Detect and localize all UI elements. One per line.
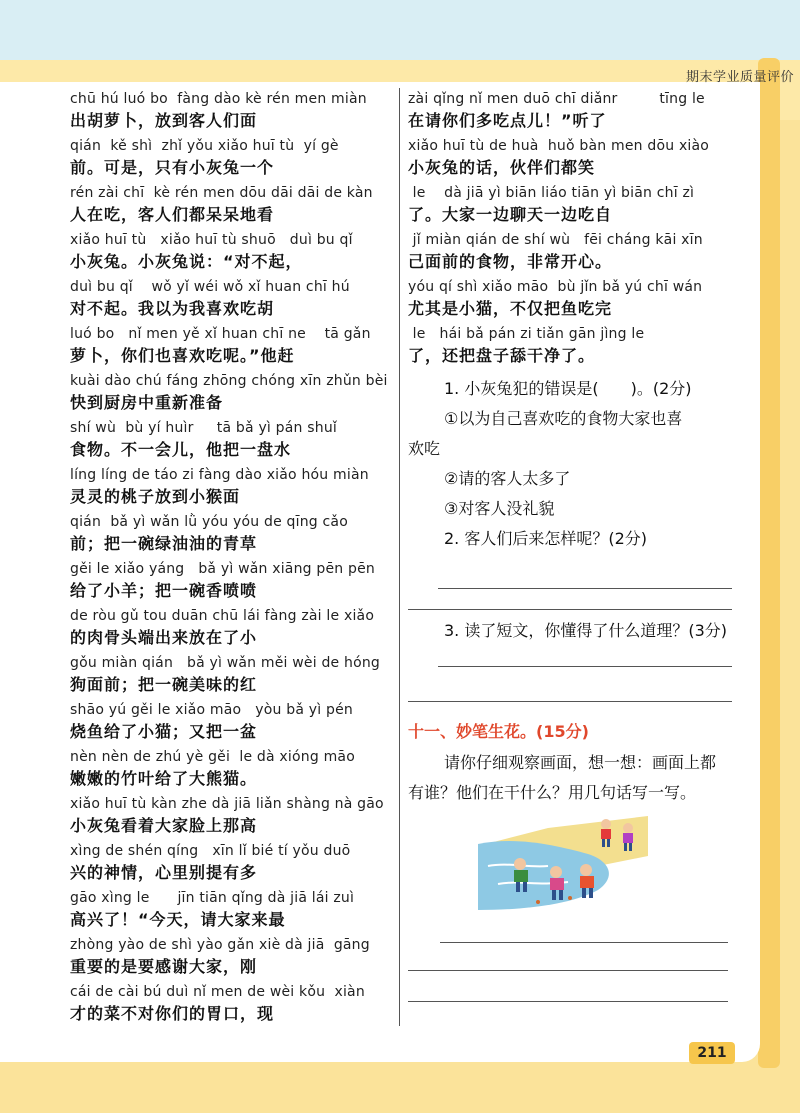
hanzi-line: 尤其是小猫，不仅把鱼吃完 <box>408 299 613 318</box>
hanzi-line: 狗面前；把一碗美味的红 <box>70 675 258 694</box>
hanzi-line: 兴的神情，心里别提有多 <box>70 863 258 882</box>
answer-line[interactable] <box>438 554 732 589</box>
writing-area <box>440 926 728 943</box>
writing-line[interactable] <box>408 952 728 971</box>
hanzi-line: 重要的是要感谢大家，刚 <box>70 957 258 976</box>
pinyin-line: zài qǐng nǐ men duō chī diǎnr tīng le <box>408 91 705 107</box>
pinyin-line: kuài dào chú fáng zhōng chóng xīn zhǔn bèi <box>70 373 388 389</box>
hanzi-line: 前。可是，只有小灰兔一个 <box>70 158 275 177</box>
q1-option-2: ②请的客人太多了 <box>444 469 571 488</box>
passage-line <box>70 419 388 466</box>
column-divider <box>399 88 400 1026</box>
passage-line <box>70 325 388 372</box>
pinyin-line: jǐ miàn qián de shí wù fēi cháng kāi xīn <box>408 232 703 248</box>
answer-line[interactable] <box>438 646 732 667</box>
pinyin-line: de ròu gǔ tou duān chū lái fàng zài le xiǎo <box>70 608 375 624</box>
pinyin-line: qián kě shì zhǐ yǒu xiǎo huī tù yí gè <box>70 138 339 154</box>
passage-line <box>70 560 388 607</box>
passage-line <box>70 889 388 936</box>
passage-line <box>70 607 388 654</box>
hanzi-line: 小灰兔的话，伙伴们都笑 <box>408 158 596 177</box>
section-11-title: 十一、妙笔生花。(15分) <box>408 722 589 741</box>
hanzi-line: 灵灵的桃子放到小猴面 <box>70 487 241 506</box>
pinyin-line: xìng de shén qíng xīn lǐ bié tí yǒu duō <box>70 843 351 859</box>
writing-line[interactable] <box>440 926 728 943</box>
hanzi-line: 了，还把盘子舔干净了。 <box>408 346 596 365</box>
q1-option-1: ①以为自己喜欢吃的食物大家也喜 <box>444 409 683 428</box>
passage-line <box>70 278 388 325</box>
pinyin-line: cái de cài bú duì nǐ men de wèi kǒu xiàn <box>70 984 365 1000</box>
pinyin-line: chū hú luó bo fàng dào kè rén men miàn <box>70 91 367 107</box>
passage-line <box>408 278 738 325</box>
section-11-prompt-cont: 有谁？他们在干什么？用几句话写一写。 <box>408 783 697 802</box>
hanzi-line: 出胡萝卜，放到客人们面 <box>70 111 258 130</box>
hanzi-line: 己面前的食物，非常开心。 <box>408 252 613 271</box>
hanzi-line: 萝卜，你们也喜欢吃呢。”他赶 <box>70 346 295 365</box>
pinyin-line: shí wù bù yí huìr tā bǎ yì pán shuǐ <box>70 420 337 436</box>
q1-option-1-cont: 欢吃 <box>408 439 441 458</box>
passage-line <box>408 137 738 184</box>
right-column <box>408 90 738 808</box>
shell <box>536 900 540 904</box>
passage-line <box>70 983 388 1030</box>
hanzi-line: 在请你们多吃点儿！”听了 <box>408 111 607 130</box>
pinyin-line: xiǎo huī tù xiǎo huī tù shuō duì bu qǐ <box>70 232 353 248</box>
passage-line <box>408 90 738 137</box>
pinyin-line: le hái bǎ pán zi tiǎn gān jìng le <box>408 326 645 342</box>
passage-line <box>70 184 388 231</box>
page-edge-shadow <box>758 58 780 1068</box>
passage-line <box>70 654 388 701</box>
pinyin-line: duì bu qǐ wǒ yǐ wéi wǒ xǐ huan chī hú <box>70 279 350 295</box>
passage-line <box>70 701 388 748</box>
pinyin-line: shāo yú gěi le xiǎo māo yòu bǎ yì pén <box>70 702 353 718</box>
passage-line <box>70 842 388 889</box>
passage-line <box>70 372 388 419</box>
passage-line <box>70 137 388 184</box>
answer-line[interactable] <box>408 589 732 610</box>
passage-line <box>70 795 388 842</box>
passage-line <box>408 231 738 278</box>
question-3: 3. 读了短文，你懂得了什么道理？(3分) <box>444 621 728 640</box>
passage-line <box>70 90 388 137</box>
page-number: 211 <box>689 1042 735 1064</box>
pinyin-line: gāo xìng le jīn tiān qǐng dà jiā lái zuì <box>70 890 355 906</box>
pinyin-line: gěi le xiǎo yáng bǎ yì wǎn xiāng pēn pēn <box>70 561 375 577</box>
hanzi-line: 食物。不一会儿，他把一盘水 <box>70 440 292 459</box>
shell <box>568 896 572 900</box>
pinyin-line: gǒu miàn qián bǎ yì wǎn měi wèi de hóng <box>70 655 381 671</box>
q1-option-3: ③对客人没礼貌 <box>444 499 555 518</box>
hanzi-line: 高兴了！“今天，请大家来最 <box>70 910 286 929</box>
hanzi-line: 小灰兔。小灰兔说：“对不起， <box>70 252 303 271</box>
pinyin-line: xiǎo huī tù de huà huǒ bàn men dōu xiào <box>408 138 710 154</box>
hanzi-line: 人在吃，客人们都呆呆地看 <box>70 205 275 224</box>
hanzi-line: 快到厨房中重新准备 <box>70 393 224 412</box>
writing-line[interactable] <box>408 971 728 1002</box>
pinyin-line: nèn nèn de zhú yè gěi le dà xióng māo <box>70 749 355 765</box>
pinyin-line: yóu qí shì xiǎo māo bù jǐn bǎ yú chī wán <box>408 279 703 295</box>
pinyin-line: xiǎo huī tù kàn zhe dà jiā liǎn shàng nà gāo <box>70 796 384 812</box>
pinyin-line: zhòng yào de shì yào gǎn xiè dà jiā gāng <box>70 937 370 953</box>
passage-line <box>70 748 388 795</box>
pinyin-line: rén zài chī kè rén men dōu dāi dāi de kàn <box>70 185 373 201</box>
section-11-prompt: 请你仔细观察画面，想一想：画面上都 <box>444 753 717 772</box>
pinyin-line: qián bǎ yì wǎn lǜ yóu yóu de qīng cǎo <box>70 514 348 530</box>
pinyin-line: líng líng de táo zi fàng dào xiǎo hóu miàn <box>70 467 369 483</box>
beach-children-illustration <box>478 806 648 912</box>
passage-line <box>70 936 388 983</box>
hanzi-line: 嫩嫩的竹叶给了大熊猫。 <box>70 769 258 788</box>
hanzi-line: 对不起。我以为我喜欢吃胡 <box>70 299 275 318</box>
hanzi-line: 的肉骨头端出来放在了小 <box>70 628 258 647</box>
passage-line <box>408 325 738 372</box>
hanzi-line: 前；把一碗绿油油的青草 <box>70 534 258 553</box>
pinyin-line: luó bo nǐ men yě xǐ huan chī ne tā gǎn <box>70 326 371 342</box>
pinyin-line: le dà jiā yì biān liáo tiān yì biān chī zì <box>408 185 695 201</box>
passage-line <box>70 231 388 278</box>
hanzi-line: 给了小羊；把一碗香喷喷 <box>70 581 258 600</box>
passage-line <box>70 466 388 513</box>
hanzi-line: 了。大家一边聊天一边吃自 <box>408 205 613 224</box>
hanzi-line: 小灰兔看着大家脸上那高 <box>70 816 258 835</box>
answer-line[interactable] <box>408 667 732 702</box>
passage-line <box>408 184 738 231</box>
writing-area <box>408 952 728 1002</box>
hanzi-line: 才的菜不对你们的胃口，现 <box>70 1004 275 1023</box>
passage-left-column <box>70 90 388 1030</box>
page-header: 期末学业质量评价 <box>685 70 794 85</box>
passage-line <box>70 513 388 560</box>
question-2: 2. 客人们后来怎样呢？(2分) <box>444 529 648 548</box>
hanzi-line: 烧鱼给了小猫；又把一盆 <box>70 722 258 741</box>
question-1: 1. 小灰兔犯的错误是( )。(2分) <box>444 379 692 398</box>
